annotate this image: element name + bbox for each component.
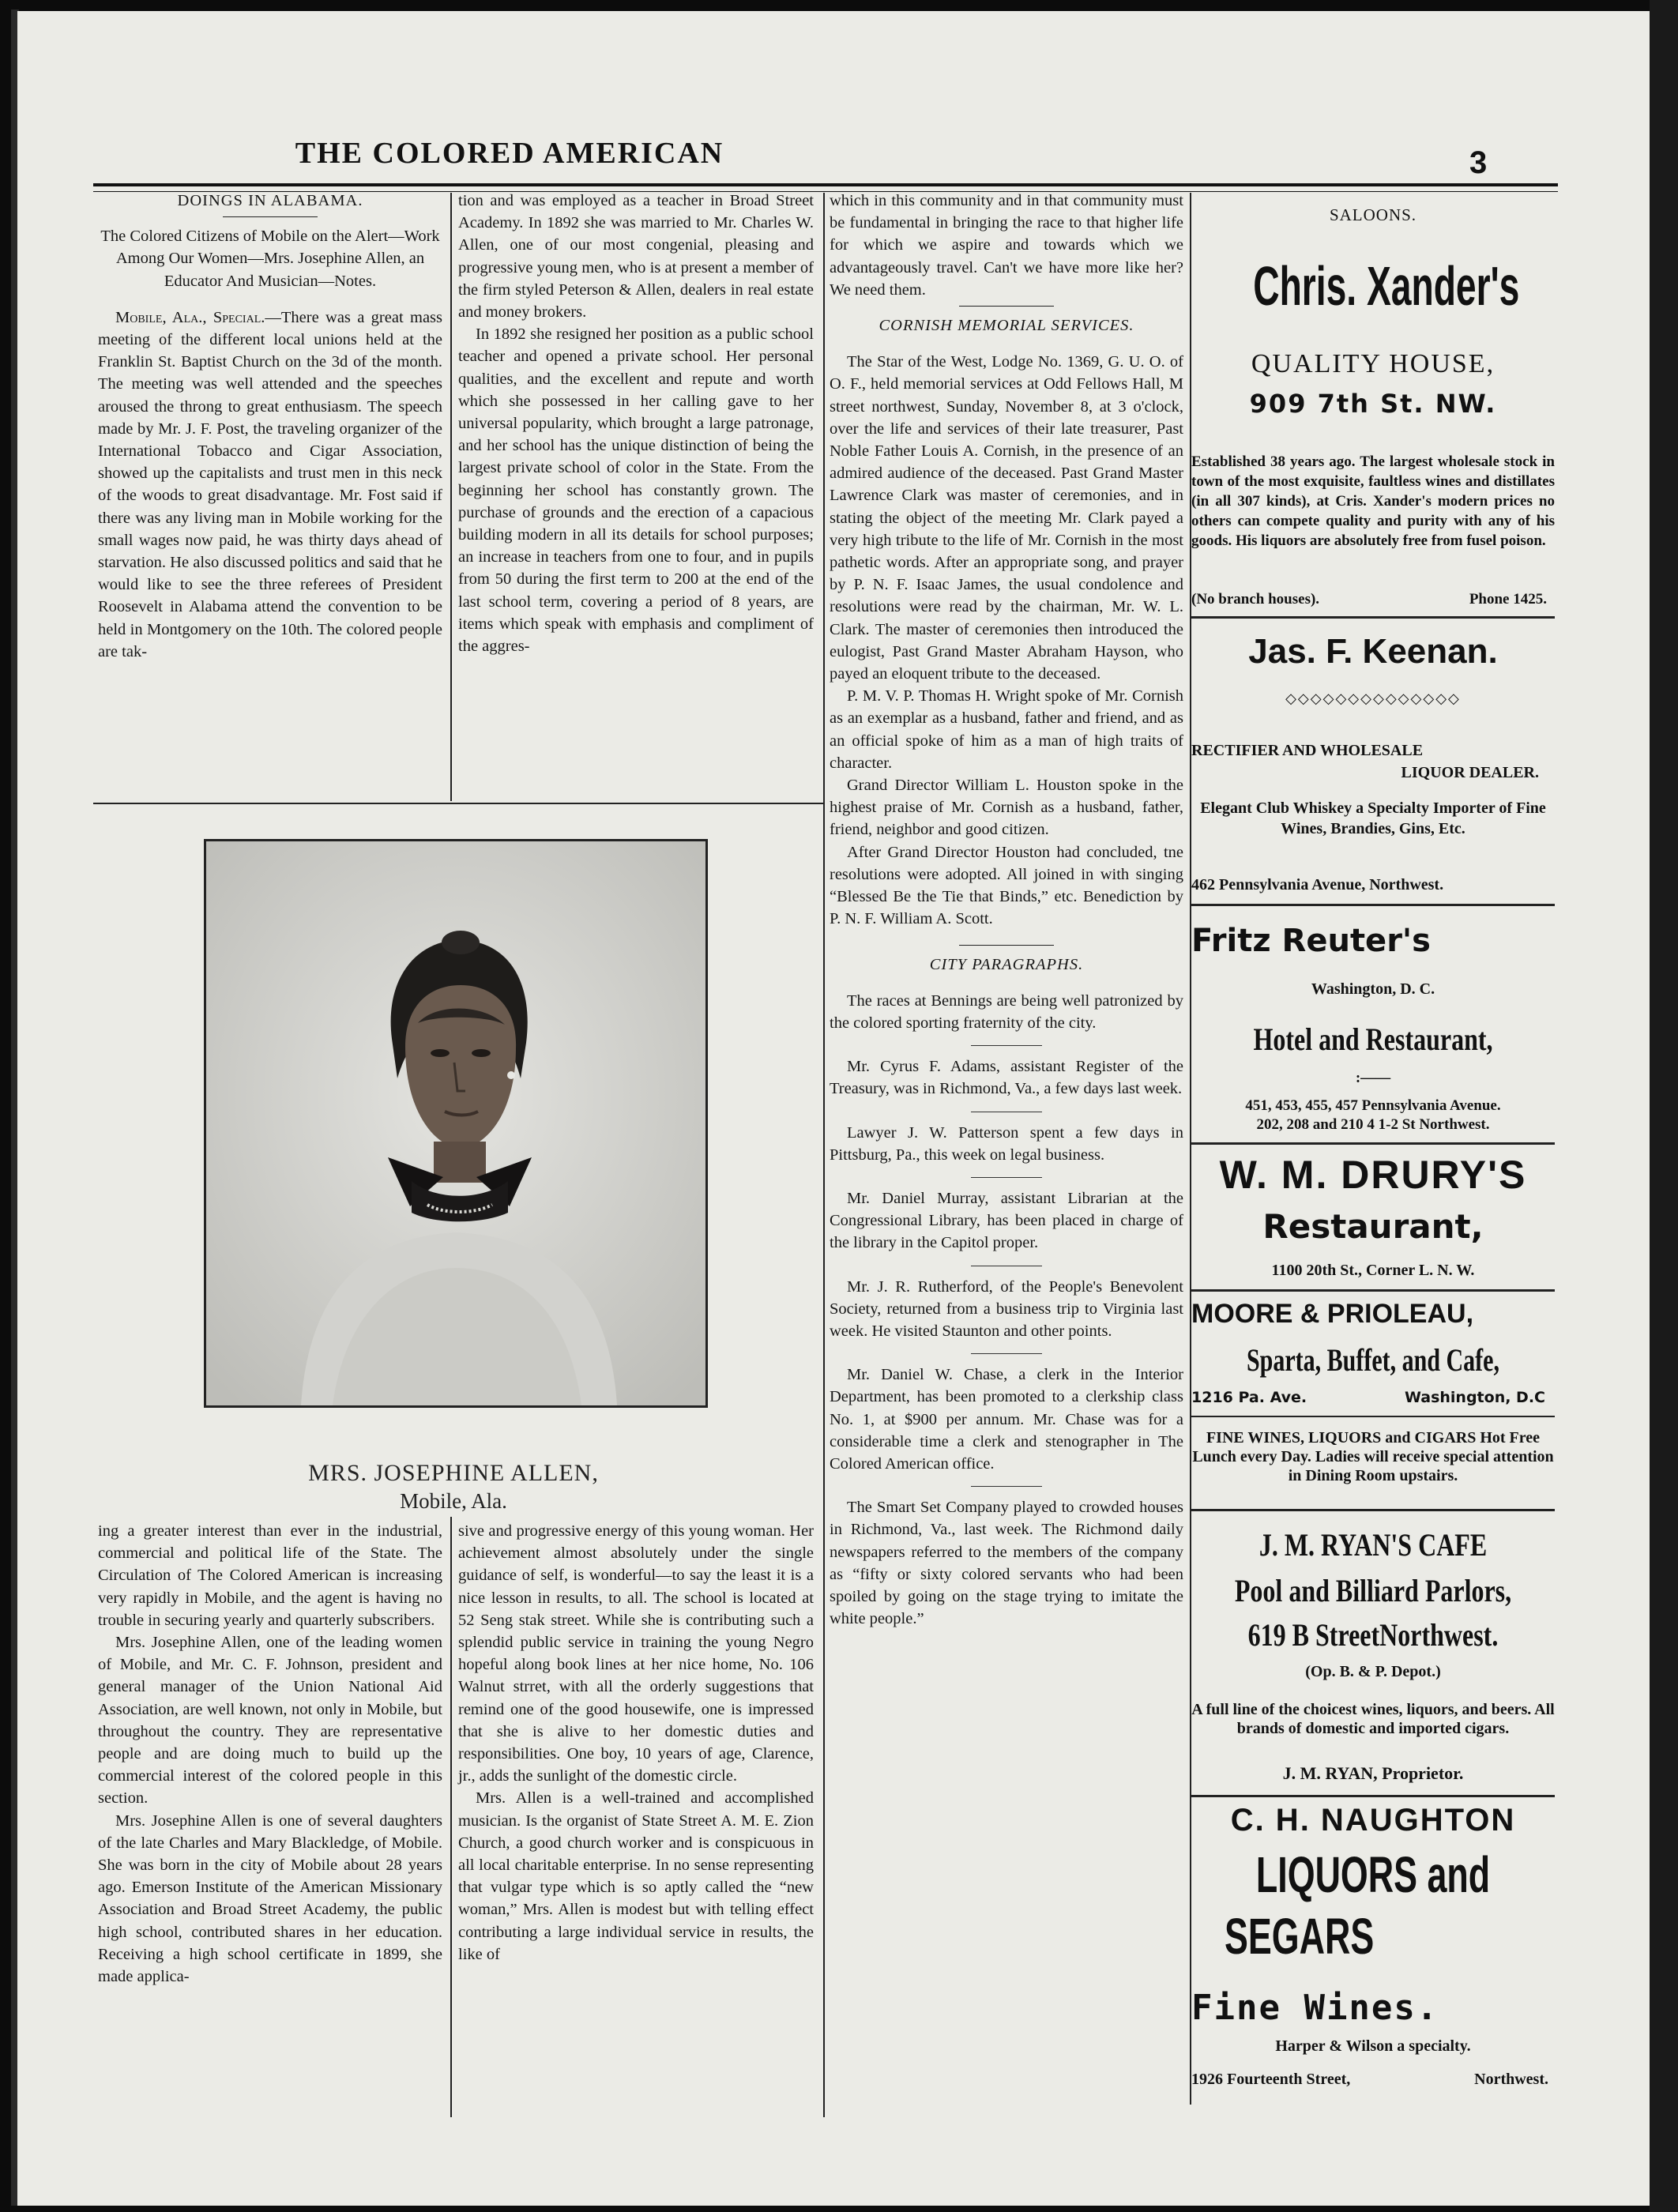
column-rule — [450, 1517, 452, 2117]
ad-divider — [1191, 1509, 1555, 1511]
keenan-line2: LIQUOR DEALER. — [1401, 764, 1539, 781]
item-separator — [971, 1353, 1042, 1354]
city-paragraphs-heading: CITY PARAGRAPHS. — [929, 955, 1084, 973]
heading-rule — [959, 945, 1054, 946]
xander-footer — [1191, 589, 1555, 609]
reuter-address-1: 451, 453, 455, 457 Pennsylvania Avenue. — [1245, 1097, 1501, 1114]
xander-nobranch: (No branch houses). — [1191, 591, 1320, 608]
article-subhead: The Colored Citizens of Mobile on the Alert—Work Among Our Women—Mrs. Josephine Allen, an Educator And Musician—Notes. — [100, 228, 440, 290]
naughton-address-right: Northwest. — [1474, 2071, 1548, 2088]
masthead-rule — [93, 183, 1558, 186]
keenan-ornament: ◇◇◇◇◇◇◇◇◇◇◇◇◇◇ — [1285, 690, 1461, 706]
paragraph: Lawyer J. W. Patterson spent a few days in Pittsburg, Pa., this week on legal business. — [830, 1123, 1183, 1164]
item-separator — [971, 1486, 1042, 1487]
reuter-mark: :—— — [1355, 1070, 1391, 1086]
reuter-address-2: 202, 208 and 210 4 1-2 St Northwest. — [1256, 1116, 1490, 1133]
paragraph: sive and progressive energy of this young woman. Her achievement almost absolutely under the single guidance of self, is wonderful—to say the least it is a nice lesson in results, to all. The school is located at 52 Seng stak street. While she is contributing such a splendid public service in training the young Negro hopeful along book lines at her nice home, No. 106 Walnut strret, with all the orderly suggestions that remind one of the good housewife, one is impressed that she is alive to her domestic duties and responsibilities. One boy, 10 years of age, Clarence, jr., adds the sunlight of the domestic circle. — [458, 1522, 814, 1785]
drury-name: W. M. DRURY'S — [1219, 1153, 1527, 1197]
page-number: 3 — [1469, 145, 1488, 180]
reuter-city: Washington, D. C. — [1311, 980, 1435, 998]
paragraph: In 1892 she resigned her position as a public school teacher and opened a private school. Her personal qualities, and the excellent and repute and worth which she possessed in her calling gave to her universal popularity, which brought a large patronage, and her school has the unique distinction of being the largest private school of color in the State. From the beginning her school has constantly grown. The purchase of grounds and the erection of a capacious building modern in all its details for school purposes; an increase in teachers from one to four, and in pupils from 50 during the first term to 200 at the end of the last school term, covering a period of 8 years, are items which speak with emphasis and compliment of the aggres- — [458, 325, 814, 656]
xander-body: Established 38 years ago. The largest wholesale stock in town of the most exquisite, faultless wines and distillates (in all 307 kinds), at Cris. Xander's modern prices no others can compete quality and purity with any of his goods. His liquors are absolutely free from fusel poison. — [1191, 453, 1555, 549]
naughton-name: C. H. NAUGHTON — [1230, 1803, 1516, 1838]
photo-caption-name: MRS. JOSEPHINE ALLEN, — [308, 1460, 599, 1486]
ad-divider — [1191, 1289, 1555, 1292]
page-right-edge — [1650, 0, 1678, 2212]
article-continuation-col2 — [458, 190, 814, 657]
article-josephine-allen — [98, 1520, 442, 1988]
paragraph: Mr. Daniel Murray, assistant Librarian at the Congressional Library, has been placed in charge of the library in the Capitol proper. — [830, 1189, 1183, 1252]
paragraph: Mr. Cyrus F. Adams, assistant Register of the Treasury, was in Richmond, Va., a few days last week. — [830, 1058, 1183, 1098]
keenan-body: Elegant Club Whiskey a Specialty Importer of Fine Wines, Brandies, Gins, Etc. — [1200, 799, 1546, 837]
ryan-depot: (Op. B. & P. Depot.) — [1305, 1663, 1441, 1680]
paragraph: ing a greater interest than ever in the industrial, commercial and political life of the State. The Circulation of The Colored American is increasing very rapidly in Mobile, and the agent is having no trouble in securing yearly and quarterly subscribers. — [98, 1522, 442, 1629]
naughton-tag-2: SEGARS — [1225, 1908, 1375, 1965]
reuter-tag: Hotel and Restaurant, — [1253, 1021, 1493, 1057]
paragraph: Mrs. Josephine Allen, one of the leading women of Mobile, and Mr. C. F. Johnson, president and general manager of the Union National Aid Association, are well known, not only in Mobile, but throughout the country. They are representative people and are doing much to build up the commercial interest of the colored people in this section. — [98, 1634, 442, 1808]
naughton-address — [1191, 2070, 1555, 2090]
item-separator — [971, 1045, 1042, 1046]
drury-tag: Restaurant, — [1262, 1207, 1484, 1246]
ryan-body: A full line of the choicest wines, liquors, and beers. All brands of domestic and imported cigars. — [1191, 1701, 1555, 1737]
ryan-tag: Pool and Billiard Parlors, — [1234, 1573, 1512, 1608]
moore-address — [1191, 1389, 1555, 1406]
ryan-address: 619 B StreetNorthwest. — [1247, 1617, 1499, 1653]
moore-address-left: 1216 Pa. Ave. — [1191, 1389, 1307, 1406]
portrait-illustration — [206, 841, 705, 1405]
reuter-name: Fritz Reuter's — [1191, 923, 1431, 959]
paragraph: Grand Director William L. Houston spoke in the highest praise of Mr. Cornish as a husband, father, friend, neighbor and good citizen. — [830, 777, 1183, 839]
xander-address: 909 7th St. NW. — [1249, 389, 1497, 419]
paragraph: P. M. V. P. Thomas H. Wright spoke of Mr. Cornish as an exemplar as a husband, father and friend, and as an official spoke of him as a man of high traits of character. — [830, 687, 1183, 772]
paragraph: Mrs. Josephine Allen is one of several daughters of the late Charles and Mary Blackledge, of Mobile. She was born in the city of Mobile about 28 years ago. Emerson Institute of the American Missionary Association and Broad Street Academy, the public high school, contributed shares in her education. Receiving a high school certificate in 1899, she made applica- — [98, 1811, 442, 1986]
ad-divider — [1191, 904, 1555, 906]
moore-tag: Sparta, Buffet, and Cafe, — [1246, 1342, 1499, 1378]
item-separator — [971, 1177, 1042, 1178]
paragraph: Mr. Daniel W. Chase, a clerk in the Interior Department, has been promoted to a clerkship class No. 1, at $900 per annum. Mr. Chase was for a considerable time a clerk and stenographer in The Colored American office. — [830, 1366, 1183, 1473]
article-josephine-allen-cont — [458, 1520, 814, 1966]
ad-divider — [1191, 616, 1555, 619]
keenan-address: 462 Pennsylvania Avenue, Northwest. — [1191, 876, 1444, 893]
masthead-title: THE COLORED AMERICAN — [295, 137, 724, 170]
column-rule — [823, 193, 825, 1465]
cornish-heading: CORNISH MEMORIAL SERVICES. — [879, 317, 1134, 335]
saloons-heading: SALOONS. — [1329, 205, 1417, 224]
paragraph: The Star of the West, Lodge No. 1369, G. U. O. of O. F., held memorial services at Odd Fellows Hall, M street northwest, Sunday, November 8, at 3 o'clock, over the life and services of their late treasurer, Past Noble Father Louis A. Cornish, in the presence of an admired audience of the deceased. Past Grand Master Lawrence Clark was master of ceremonies, and in stating the object of the meeting Mr. Clark payed a very high tribute to the life of Mr. Cornish in the most pathetic words. After an appropriate song, and prayer by P. N. F. Isaac James, the usual condolence and resolutions were read by the chairman, Mr. W. L. Clark. The master of ceremonies then introduced the eulogist, Past Grand Master Abraham Hayson, who payed an eloquent tribute to the deceased. — [830, 353, 1183, 683]
ad-divider — [1191, 1416, 1555, 1417]
article-heading: DOINGS IN ALABAMA. — [177, 192, 363, 209]
paragraph: tion and was employed as a teacher in Broad Street Academy. In 1892 she was married to Mr. Charles W. Allen, one of our most congenial, pleasing and progressive young men, who is at present a member of the firm styled Peterson & Allen, dealers in real estate and money brokers. — [458, 192, 814, 322]
dateline: Mobile, Ala., Special. — [115, 308, 265, 326]
paragraph: After Grand Director Houston had concluded, tne resolutions were adopted. All joined in with singing “Blessed Be the Tie that Binds,” etc. Benediction by P. N. F. William A. Scott. — [830, 843, 1183, 928]
xander-name: Chris. Xander's — [1253, 255, 1520, 317]
article-body: —There was a great mass meeting of the different local unions held at the Franklin St. Baptist Church on the 3d of the month. The meeting was well attended and the speeches aroused the throng to great enthusiasm. The speech made by Mr. J. F. Post, the traveling organizer of the International Tobacco and Cigar Association, showed up the capitalists and trust men in this neck of the woods to great disadvantage. Mr. Fost said if there was any living man in Mobile working for the small wages now paid, he was thirty days ahead of starvation. He also discussed politics and said that he would like to see the three referees of President Roosevelt in Alabama attend the convention to be held in Montgomery on the 10th. The colored people are tak- — [98, 308, 442, 660]
xander-phone: Phone 1425. — [1469, 591, 1547, 608]
column-rule — [450, 193, 452, 801]
ad-divider — [1191, 1795, 1555, 1797]
naughton-fine-wines: Fine Wines. — [1191, 1988, 1439, 2028]
ad-divider — [1191, 1142, 1555, 1145]
naughton-specialty: Harper & Wilson a specialty. — [1275, 2037, 1471, 2055]
ryan-name: J. M. RYAN'S CAFE — [1258, 1527, 1488, 1563]
heading-rule — [959, 306, 1054, 307]
keenan-name: Jas. F. Keenan. — [1248, 632, 1498, 671]
naughton-address-left: 1926 Fourteenth Street, — [1191, 2071, 1351, 2088]
drury-address: 1100 20th St., Corner L. N. W. — [1271, 1262, 1475, 1279]
article-divider — [93, 803, 823, 804]
paragraph: Mr. J. R. Rutherford, of the People's Benevolent Society, returned from a business trip to Virginia last week. He visited Staunton and other points. — [830, 1277, 1183, 1340]
paragraph: Mrs. Allen is a well-trained and accomplished musician. Is the organist of State Street A. M. E. Zion Church, a good church worker and is conspicuous in all local charitable enterprise. In no sense representing that vulgar type which is so aptly called the “new woman,” Mrs. Allen is modest but with telling effect contributing a large individual service in results, the like of — [458, 1789, 814, 1963]
ryan-proprietor: J. M. RYAN, Proprietor. — [1282, 1763, 1464, 1783]
portrait-photo — [204, 839, 708, 1408]
heading-rule — [223, 216, 318, 217]
column-rule — [823, 1465, 825, 2117]
moore-name: MOORE & PRIOLEAU, — [1191, 1299, 1474, 1329]
column-three — [830, 190, 1183, 1630]
photo-caption-place: Mobile, Ala. — [400, 1489, 507, 1513]
xander-tag: QUALITY HOUSE, — [1251, 349, 1496, 378]
paragraph: The Smart Set Company played to crowded houses in Richmond, Va., last week. The Richmond daily newspapers referred to the members of the company as “fifty or sixty colored servants who had been spoiled by going on the stage trying to imitate the white people.” — [830, 1499, 1183, 1628]
article-doings-in-alabama — [98, 190, 442, 663]
keenan-line1: RECTIFIER AND WHOLESALE — [1191, 742, 1424, 759]
paragraph: The races at Bennings are being well patronized by the colored sporting fraternity of the city. — [830, 991, 1183, 1032]
paragraph: which in this community and in that community must be fundamental in bringing the race to that higher life for which we aspire and towards which we advantageously travel. Can't we have more like her? We need them. — [830, 192, 1183, 299]
naughton-tag-1: LIQUORS and — [1255, 1846, 1491, 1903]
moore-address-right: Washington, D.C — [1404, 1389, 1545, 1406]
moore-body: FINE WINES, LIQUORS and CIGARS Hot Free Lunch every Day. Ladies will receive special attention in Dining Room upstairs. — [1192, 1429, 1554, 1484]
